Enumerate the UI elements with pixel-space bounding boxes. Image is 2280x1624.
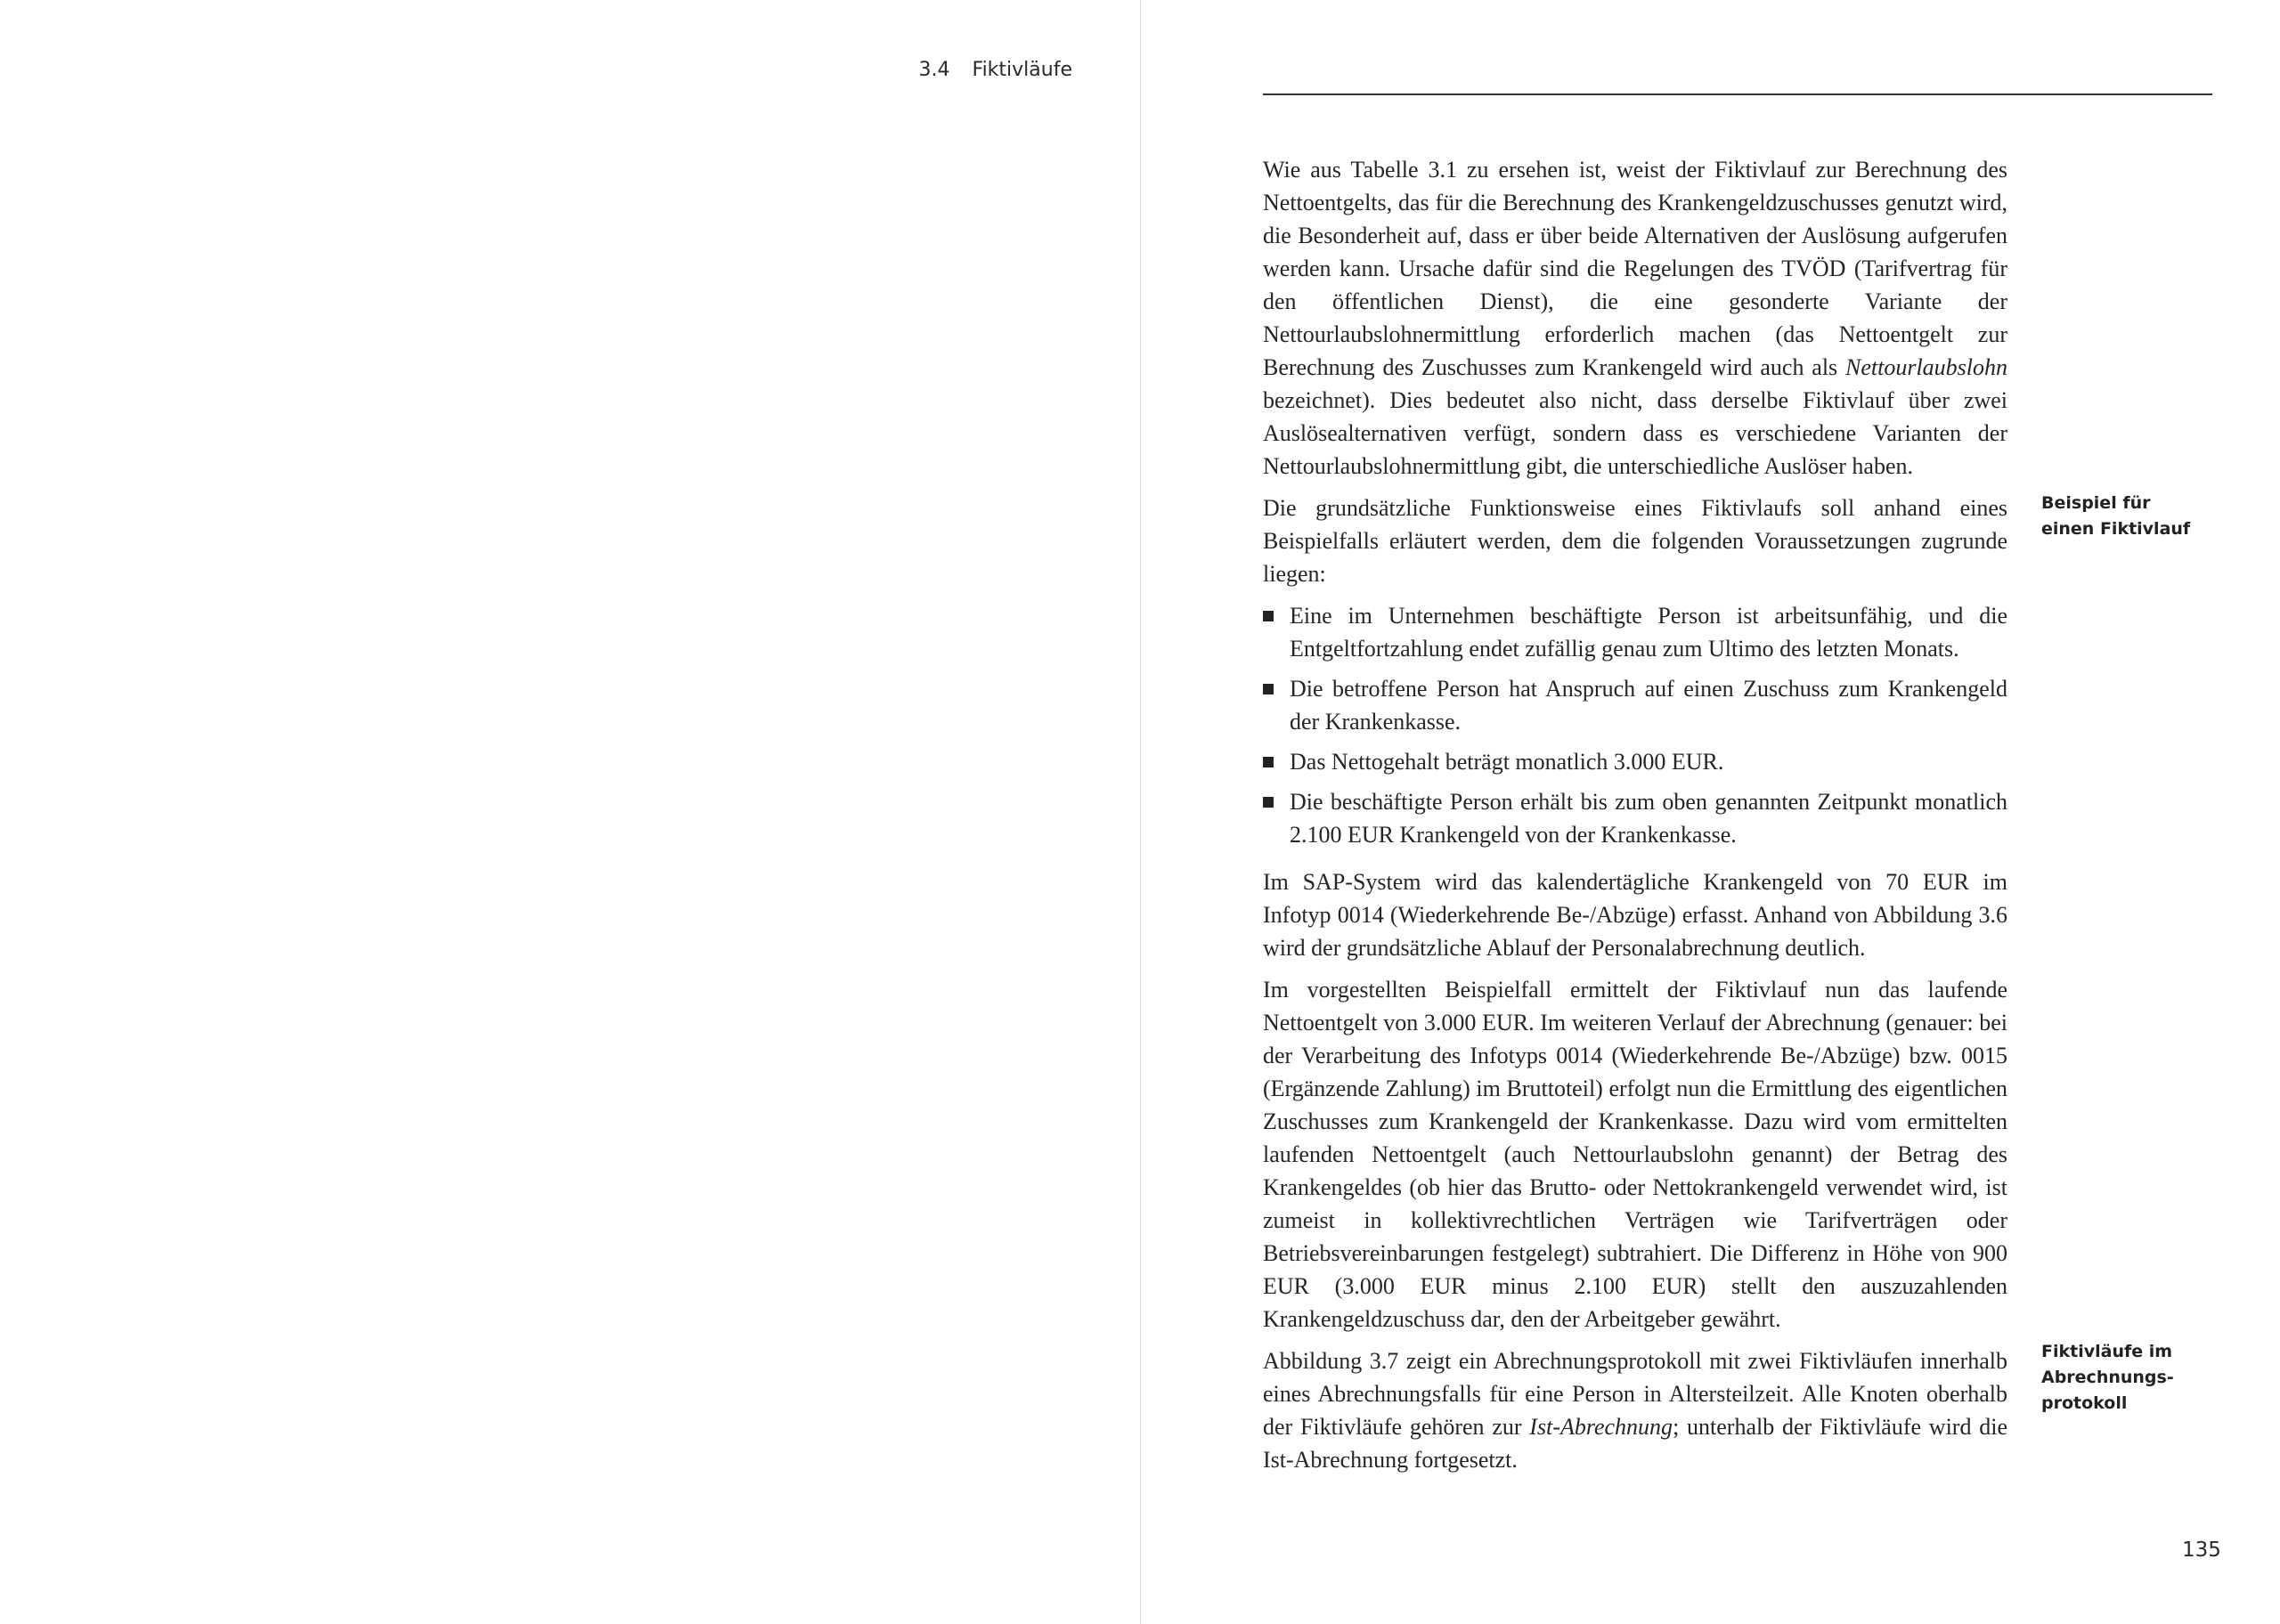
square-bullet-icon — [1263, 797, 1274, 808]
section-title: Fiktivläufe — [972, 59, 1072, 81]
paragraph-text: ; unterhalb der Fiktivläufe wird die Ist-Abrechnung fortgesetzt. — [1263, 1414, 2007, 1473]
square-bullet-icon — [1263, 611, 1274, 621]
list-item — [1263, 785, 2007, 851]
paragraph — [1263, 1344, 2007, 1476]
list-item — [1263, 745, 2007, 778]
square-bullet-icon — [1263, 757, 1274, 767]
paragraph: Im vorgestellten Beispielfall ermittelt der Fiktivlauf nun das laufende Nettoentgelt von 3.000 EUR. Im weiteren Verlauf der Abrechnung (genauer: bei der Verarbeitung des Infotyps 0014 (Wiederkehrende Be-/Abzüge) bzw. 0015 (Ergänzende Zahlung) im Bruttoteil) erfolgt nun die Ermittlung des eigentlichen Zuschusses zum Krankengeld der Krankenkasse. Dazu wird vom ermittelten laufenden Nettoentgelt (auch Nettourlaubslohn genannt) der Betrag des Krankengeldes (ob hier das Brutto- oder Nettokrankengeld verwendet wird, ist zumeist in kollektivrechtlichen Verträgen wie Tarifverträgen oder Betriebsvereinbarungen festgelegt) subtrahiert. Die Differenz in Höhe von 900 EUR (3.000 EUR minus 2.100 EUR) stellt den auszuzahlenden Krankengeldzuschuss dar, den der Arbeitgeber gewährt. — [1263, 977, 2007, 1332]
running-header-right — [919, 59, 1072, 81]
paragraph — [1263, 153, 2007, 483]
emphasized-term: Ist-Abrechnung — [1529, 1414, 1673, 1440]
square-bullet-icon — [1263, 684, 1274, 694]
list-item — [1263, 599, 2007, 665]
right-body-text — [1263, 153, 2007, 1476]
list-item-text: Eine im Unternehmen beschäftigte Person ist arbeitsunfähig, und die Entgeltfortzahlung endet zufällig genau zum Ultimo des letzten Monats. — [1290, 603, 2007, 662]
bullet-list — [1263, 599, 2007, 851]
emphasized-term: Nettourlaubslohn — [1845, 354, 2008, 380]
list-item — [1263, 672, 2007, 738]
paragraph: Die grundsätzliche Funktionsweise eines Fiktivlaufs soll anhand eines Beispielfalls erläutert werden, dem die folgenden Voraussetzungen zugrunde liegen: — [1263, 495, 2007, 587]
header-rule-right — [1263, 93, 2212, 95]
list-item-text: Das Nettogehalt beträgt monatlich 3.000 EUR. — [1290, 749, 1724, 775]
margin-note-example: Beispiel für einen Fiktivlauf — [2041, 493, 2191, 539]
list-item-text: Die betroffene Person hat Anspruch auf einen Zuschuss zum Krankengeld der Krankenkasse. — [1290, 676, 2007, 735]
paragraph-text: Abbildung 3.7 zeigt ein Abrechnungsprotokoll mit zwei Fiktivläufen innerhalb eines Abrechnungsfalls für eine Person in Altersteilzeit. Alle Knoten oberhalb der Fiktivläufe gehören zur — [1263, 1348, 2007, 1440]
list-item-text: Die beschäftigte Person erhält bis zum oben genannten Zeitpunkt monatlich 2.100 EUR Krankengeld von der Krankenkasse. — [1290, 789, 2007, 848]
margin-note-protocol: Fiktivläufe im Abrechnungs-protokoll — [2041, 1342, 2174, 1413]
paragraph: Im SAP-System wird das kalendertägliche Krankengeld von 70 EUR im Infotyp 0014 (Wiederkehrende Be-/Abzüge) erfasst. Anhand von Abbildung 3.6 wird der grundsätzliche Ablauf der Personalabrechnung deutlich. — [1263, 869, 2007, 961]
page-number-right: 135 — [2182, 1539, 2221, 1562]
section-number: 3.4 — [918, 59, 950, 81]
paragraph-text: Wie aus Tabelle 3.1 zu ersehen ist, weist der Fiktivlauf zur Berechnung des Nettoentgelts, das für die Berechnung des Krankengeldzuschusses genutzt wird, die Besonderheit auf, dass er über beide Alternativen der Auslösung aufgerufen werden kann. Ursache dafür sind die Regelungen des TVÖD (Tarifvertrag für den öffentlichen Dienst), die eine gesonderte Variante der Nettourlaubslohnermittlung erforderlich machen (das Nettoentgelt zur Berechnung des Zuschusses zum Krankengeld wird auch als — [1263, 157, 2007, 380]
paragraph-text: bezeichnet). Dies bedeutet also nicht, dass derselbe Fiktivlauf über zwei Auslösealternativen verfügt, sondern dass es verschiedene Varianten der Nettourlaubslohnermittlung gibt, die unterschiedliche Auslöser haben. — [1263, 387, 2007, 479]
